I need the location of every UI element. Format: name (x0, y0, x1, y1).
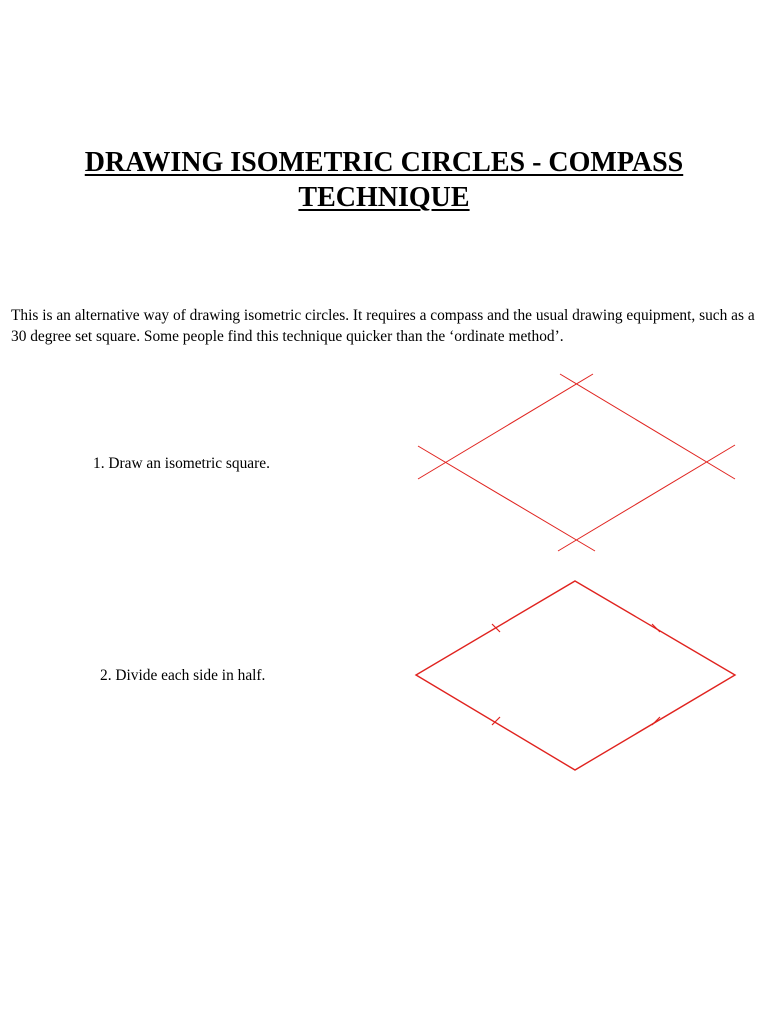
step-2-label: 2. Divide each side in half. (100, 667, 266, 684)
midpoint-tick-top-right (652, 624, 660, 632)
intro-paragraph: This is an alternative way of drawing isometric circles. It requires a compass and the usual drawing equipment, such as a 30 degree set square. Some people find this technique quicker than the ‘ordinate method’. (11, 307, 755, 345)
iso-line-top-right (560, 374, 735, 479)
title-line-1: DRAWING ISOMETRIC CIRCLES - COMPASS (84, 147, 684, 178)
isometric-square-outline (416, 581, 735, 770)
iso-line-bottom-left (418, 446, 595, 551)
iso-line-bottom-right (558, 445, 735, 551)
step-1-label: 1. Draw an isometric square. (93, 455, 270, 472)
isometric-square-figure (410, 368, 745, 558)
page-title (0, 145, 768, 215)
iso-line-top-left (418, 374, 593, 479)
title-line-2: TECHNIQUE (298, 182, 470, 213)
divided-square-figure (410, 575, 745, 775)
midpoint-tick-top-left (492, 624, 500, 632)
